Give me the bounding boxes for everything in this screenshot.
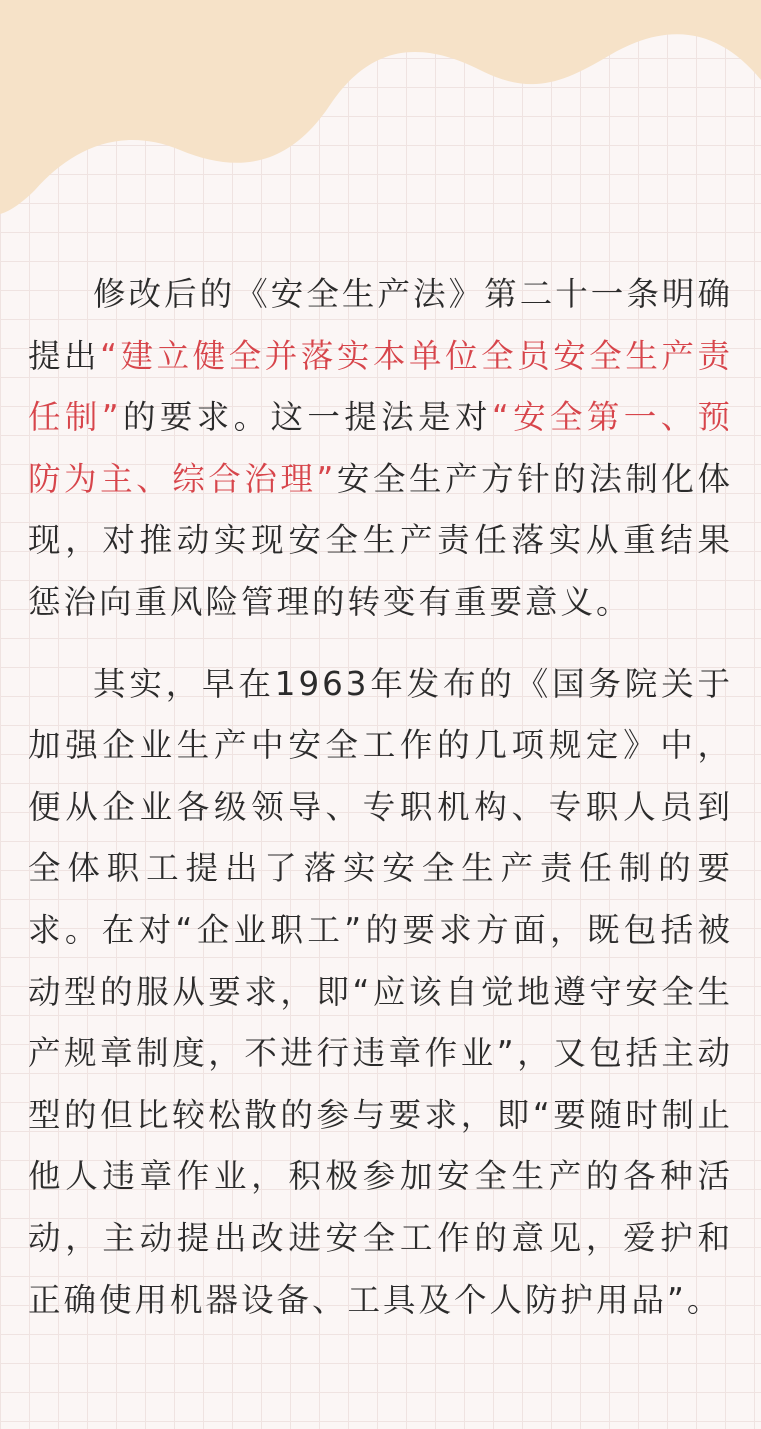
text-segment: 修改后的《安全生产法》第二十一条明确提出 bbox=[28, 275, 733, 375]
text-segment: 其实，早在1963年发布的《国务院关于加强企业生产中安全工作的几项规定》中，便从企业各级领导、专职机构、专职人员到全体职工提出了落实安全生产责任制的要求。在对“企业职工”的要求方面，既包括被动型的服从要求，即“应该自觉地遵守安全生产规章制度，不进行违章作业”，又包括主动型的但比较松散的参与要求，即“要随时制止他人违章作业，积极参加安全生产的各种活动，主动提出改进安全工作的意见，爱护和正确使用机器设备、工具及个人防护用品”。 bbox=[28, 664, 733, 1319]
highlighted-quote: “安全第一、预防为主、综合治理” bbox=[28, 398, 733, 498]
wave-shape bbox=[0, 0, 761, 214]
text-segment: 安全生产方针的法制化体现，对推动实现安全生产责任落实从重结果惩治向重风险管理的转变有重要意义。 bbox=[28, 459, 733, 621]
highlighted-quote: “建立健全并落实本单位全员安全生产责任制” bbox=[28, 336, 733, 437]
paragraph-responsibility-system bbox=[28, 264, 733, 634]
decorative-wave-banner bbox=[0, 0, 761, 220]
article-body bbox=[28, 264, 733, 1331]
paragraph-1963-regulation bbox=[28, 654, 733, 1332]
text-segment: 的要求。这一提法是对 bbox=[121, 398, 492, 437]
